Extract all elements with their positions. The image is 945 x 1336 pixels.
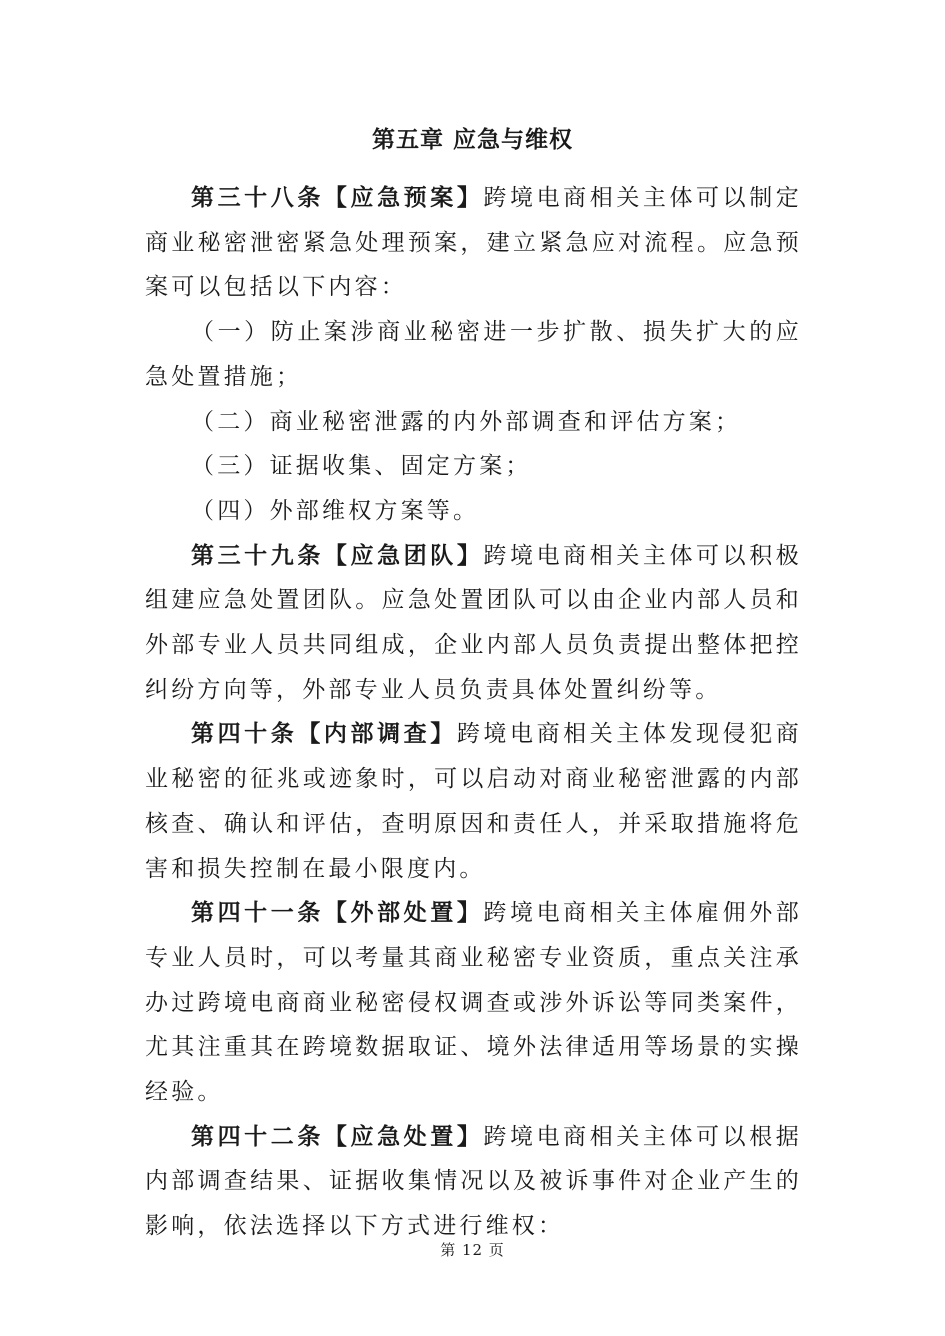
article-text: 跨境电商相关主体发现侵犯商业秘密的征兆或迹象时，可以启动对商业秘密泄露的内部核查、确认和评估，查明原因和责任人，并采取措施将危害和损失控制在最小限度内。 bbox=[145, 721, 803, 882]
document-body bbox=[145, 176, 802, 1249]
list-item: （三）证据收集、固定方案； bbox=[191, 453, 532, 480]
article-40 bbox=[145, 712, 802, 891]
chapter-title: 第五章 应急与维权 bbox=[371, 126, 573, 153]
page-number: 第 12 页 bbox=[440, 1241, 505, 1259]
article-text: 跨境电商相关主体可以积极组建应急处置团队。应急处置团队可以由企业内部人员和外部专业人员共同组成，企业内部人员负责提出整体把控纠纷方向等，外部专业人员负责具体处置纠纷等。 bbox=[145, 542, 803, 703]
article-heading: 第四十一条【外部处置】 bbox=[191, 899, 484, 927]
article-heading: 第四十条【内部调查】 bbox=[191, 720, 457, 748]
article-text: 跨境电商相关主体雇佣外部专业人员时，可以考量其商业秘密专业资质，重点关注承办过跨境电商商业秘密侵权调查或涉外诉讼等同类案件，尤其注重其在跨境数据取证、境外法律适用等场景的实操经验。 bbox=[145, 900, 803, 1106]
article-heading: 第三十九条【应急团队】 bbox=[191, 541, 484, 569]
article-text: 跨境电商相关主体可以根据内部调查结果、证据收集情况以及被诉事件对企业产生的影响，依法选择以下方式进行维权： bbox=[145, 1123, 803, 1240]
article-41 bbox=[145, 891, 802, 1115]
list-item: （二）商业秘密泄露的内外部调查和评估方案； bbox=[191, 408, 742, 435]
article-42 bbox=[145, 1115, 802, 1249]
article-heading: 第四十二条【应急处置】 bbox=[191, 1122, 484, 1150]
list-item: （四）外部维权方案等。 bbox=[191, 497, 480, 524]
article-38 bbox=[145, 176, 802, 310]
article-heading: 第三十八条【应急预案】 bbox=[191, 184, 484, 211]
article-39 bbox=[145, 534, 802, 713]
list-item: （一）防止案涉商业秘密进一步扩散、损失扩大的应急处置措施； bbox=[145, 319, 802, 390]
article-text: 跨境电商相关主体可以制定商业秘密泄密紧急处理预案，建立紧急应对流程。应急预案可以包括以下内容： bbox=[145, 185, 803, 301]
